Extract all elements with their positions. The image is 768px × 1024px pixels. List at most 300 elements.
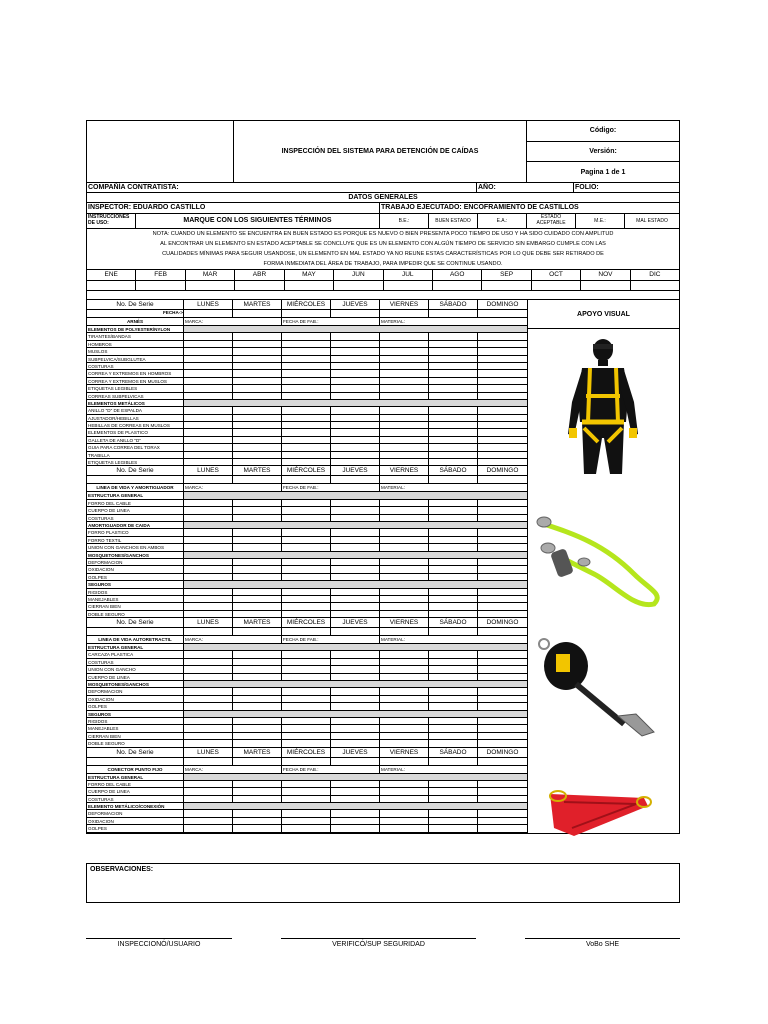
check-cell[interactable] — [282, 385, 331, 391]
check-cell[interactable] — [380, 818, 429, 824]
check-cell[interactable] — [282, 796, 331, 802]
check-cell[interactable] — [184, 818, 233, 824]
check-cell[interactable] — [331, 566, 380, 572]
check-cell[interactable] — [233, 740, 282, 746]
check-cell[interactable] — [478, 422, 527, 428]
check-cell[interactable] — [282, 452, 331, 458]
check-cell[interactable] — [429, 341, 478, 347]
check-cell[interactable] — [429, 544, 478, 550]
check-cell[interactable] — [380, 810, 429, 816]
check-cell[interactable] — [380, 566, 429, 572]
marca-field[interactable]: MARCA: — [184, 318, 282, 325]
check-cell[interactable] — [282, 529, 331, 535]
check-cell[interactable] — [282, 818, 331, 824]
compania-field[interactable]: COMPAÑÍA CONTRATISTA: — [87, 183, 477, 192]
check-cell[interactable] — [429, 444, 478, 450]
check-cell[interactable] — [331, 733, 380, 739]
check-cell[interactable] — [380, 459, 429, 465]
day-cell[interactable] — [380, 758, 429, 765]
check-cell[interactable] — [233, 515, 282, 521]
check-cell[interactable] — [233, 356, 282, 362]
month-cell[interactable] — [235, 281, 284, 290]
check-cell[interactable] — [282, 437, 331, 443]
check-cell[interactable] — [478, 718, 527, 724]
check-cell[interactable] — [380, 429, 429, 435]
check-cell[interactable] — [478, 356, 527, 362]
check-cell[interactable] — [184, 356, 233, 362]
fecha-fab-field[interactable]: FECHA DE FAB.: — [282, 318, 380, 325]
check-cell[interactable] — [429, 740, 478, 746]
check-cell[interactable] — [331, 659, 380, 665]
check-cell[interactable] — [478, 407, 527, 413]
check-cell[interactable] — [282, 429, 331, 435]
check-cell[interactable] — [233, 529, 282, 535]
check-cell[interactable] — [282, 444, 331, 450]
check-cell[interactable] — [380, 370, 429, 376]
check-cell[interactable] — [233, 393, 282, 399]
check-cell[interactable] — [184, 559, 233, 565]
check-cell[interactable] — [282, 544, 331, 550]
check-cell[interactable] — [331, 688, 380, 694]
check-cell[interactable] — [184, 810, 233, 816]
check-cell[interactable] — [429, 733, 478, 739]
check-cell[interactable] — [233, 500, 282, 506]
check-cell[interactable] — [282, 725, 331, 731]
day-cell[interactable] — [331, 758, 380, 765]
check-cell[interactable] — [429, 378, 478, 384]
check-cell[interactable] — [478, 529, 527, 535]
month-cell[interactable] — [186, 281, 235, 290]
check-cell[interactable] — [233, 788, 282, 794]
check-cell[interactable] — [233, 651, 282, 657]
marca-field[interactable]: MARCA: — [184, 484, 282, 491]
fecha-fab-field[interactable]: FECHA DE FAB.: — [282, 636, 380, 643]
check-cell[interactable] — [429, 725, 478, 731]
check-cell[interactable] — [429, 611, 478, 617]
check-cell[interactable] — [380, 507, 429, 513]
check-cell[interactable] — [184, 740, 233, 746]
check-cell[interactable] — [380, 385, 429, 391]
check-cell[interactable] — [380, 415, 429, 421]
check-cell[interactable] — [184, 444, 233, 450]
day-cell[interactable] — [233, 628, 282, 635]
check-cell[interactable] — [380, 407, 429, 413]
check-cell[interactable] — [331, 589, 380, 595]
check-cell[interactable] — [331, 651, 380, 657]
check-cell[interactable] — [233, 796, 282, 802]
check-cell[interactable] — [282, 566, 331, 572]
check-cell[interactable] — [478, 507, 527, 513]
check-cell[interactable] — [331, 781, 380, 787]
check-cell[interactable] — [184, 659, 233, 665]
check-cell[interactable] — [429, 703, 478, 709]
check-cell[interactable] — [233, 348, 282, 354]
check-cell[interactable] — [429, 370, 478, 376]
check-cell[interactable] — [233, 452, 282, 458]
check-cell[interactable] — [282, 407, 331, 413]
check-cell[interactable] — [184, 674, 233, 680]
check-cell[interactable] — [380, 688, 429, 694]
check-cell[interactable] — [429, 666, 478, 672]
day-cell[interactable] — [184, 476, 233, 483]
check-cell[interactable] — [429, 688, 478, 694]
check-cell[interactable] — [331, 500, 380, 506]
check-cell[interactable] — [478, 574, 527, 580]
check-cell[interactable] — [184, 378, 233, 384]
check-cell[interactable] — [282, 718, 331, 724]
check-cell[interactable] — [233, 444, 282, 450]
check-cell[interactable] — [184, 393, 233, 399]
serie-input[interactable] — [87, 758, 184, 765]
day-cell[interactable] — [380, 628, 429, 635]
trabajo-field[interactable]: TRABAJO EJECUTADO: ENCOFRAMIENTO DE CASTILLOS — [381, 204, 579, 211]
check-cell[interactable] — [478, 393, 527, 399]
signature-vobo[interactable]: VoBo SHE — [525, 938, 680, 952]
check-cell[interactable] — [282, 659, 331, 665]
check-cell[interactable] — [233, 370, 282, 376]
check-cell[interactable] — [478, 385, 527, 391]
day-cell[interactable] — [380, 476, 429, 483]
check-cell[interactable] — [331, 574, 380, 580]
check-cell[interactable] — [478, 733, 527, 739]
check-cell[interactable] — [331, 725, 380, 731]
check-cell[interactable] — [184, 415, 233, 421]
fecha-fab-field[interactable]: FECHA DE FAB.: — [282, 766, 380, 773]
check-cell[interactable] — [331, 740, 380, 746]
check-cell[interactable] — [478, 596, 527, 602]
check-cell[interactable] — [429, 574, 478, 580]
check-cell[interactable] — [184, 515, 233, 521]
check-cell[interactable] — [282, 781, 331, 787]
check-cell[interactable] — [233, 659, 282, 665]
check-cell[interactable] — [478, 788, 527, 794]
check-cell[interactable] — [478, 674, 527, 680]
check-cell[interactable] — [184, 781, 233, 787]
check-cell[interactable] — [380, 696, 429, 702]
check-cell[interactable] — [282, 688, 331, 694]
check-cell[interactable] — [282, 703, 331, 709]
check-cell[interactable] — [380, 537, 429, 543]
check-cell[interactable] — [331, 348, 380, 354]
serie-input[interactable] — [87, 476, 184, 483]
check-cell[interactable] — [331, 825, 380, 831]
check-cell[interactable] — [331, 718, 380, 724]
check-cell[interactable] — [478, 781, 527, 787]
check-cell[interactable] — [429, 718, 478, 724]
check-cell[interactable] — [380, 740, 429, 746]
check-cell[interactable] — [233, 718, 282, 724]
anio-field[interactable]: AÑO: — [477, 183, 574, 192]
check-cell[interactable] — [331, 788, 380, 794]
check-cell[interactable] — [478, 370, 527, 376]
check-cell[interactable] — [380, 796, 429, 802]
check-cell[interactable] — [331, 452, 380, 458]
check-cell[interactable] — [233, 674, 282, 680]
month-cell[interactable] — [581, 281, 630, 290]
check-cell[interactable] — [429, 429, 478, 435]
check-cell[interactable] — [233, 725, 282, 731]
check-cell[interactable] — [282, 788, 331, 794]
check-cell[interactable] — [429, 415, 478, 421]
check-cell[interactable] — [429, 407, 478, 413]
check-cell[interactable] — [282, 500, 331, 506]
check-cell[interactable] — [429, 348, 478, 354]
check-cell[interactable] — [429, 507, 478, 513]
folio-field[interactable]: FOLIO: — [575, 184, 599, 191]
check-cell[interactable] — [478, 659, 527, 665]
check-cell[interactable] — [331, 422, 380, 428]
check-cell[interactable] — [184, 333, 233, 339]
check-cell[interactable] — [184, 788, 233, 794]
month-cell[interactable] — [384, 281, 433, 290]
check-cell[interactable] — [331, 818, 380, 824]
check-cell[interactable] — [331, 437, 380, 443]
check-cell[interactable] — [478, 437, 527, 443]
check-cell[interactable] — [233, 666, 282, 672]
check-cell[interactable] — [380, 733, 429, 739]
day-cell[interactable] — [429, 310, 478, 317]
check-cell[interactable] — [478, 444, 527, 450]
check-cell[interactable] — [380, 500, 429, 506]
check-cell[interactable] — [233, 733, 282, 739]
check-cell[interactable] — [331, 459, 380, 465]
check-cell[interactable] — [184, 733, 233, 739]
check-cell[interactable] — [331, 356, 380, 362]
check-cell[interactable] — [282, 363, 331, 369]
check-cell[interactable] — [380, 674, 429, 680]
check-cell[interactable] — [380, 529, 429, 535]
check-cell[interactable] — [233, 333, 282, 339]
check-cell[interactable] — [331, 407, 380, 413]
check-cell[interactable] — [429, 818, 478, 824]
check-cell[interactable] — [282, 596, 331, 602]
day-cell[interactable] — [429, 758, 478, 765]
check-cell[interactable] — [184, 507, 233, 513]
check-cell[interactable] — [380, 666, 429, 672]
check-cell[interactable] — [331, 611, 380, 617]
check-cell[interactable] — [380, 788, 429, 794]
check-cell[interactable] — [478, 688, 527, 694]
check-cell[interactable] — [478, 500, 527, 506]
marca-field[interactable]: MARCA: — [184, 766, 282, 773]
day-cell[interactable] — [282, 476, 331, 483]
check-cell[interactable] — [331, 415, 380, 421]
check-cell[interactable] — [233, 544, 282, 550]
check-cell[interactable] — [282, 589, 331, 595]
check-cell[interactable] — [429, 363, 478, 369]
check-cell[interactable] — [184, 796, 233, 802]
day-cell[interactable] — [233, 476, 282, 483]
day-cell[interactable] — [331, 628, 380, 635]
check-cell[interactable] — [184, 422, 233, 428]
check-cell[interactable] — [233, 818, 282, 824]
check-cell[interactable] — [282, 666, 331, 672]
material-field[interactable]: MATERIAL: — [381, 766, 405, 772]
check-cell[interactable] — [478, 725, 527, 731]
check-cell[interactable] — [331, 363, 380, 369]
check-cell[interactable] — [429, 659, 478, 665]
check-cell[interactable] — [282, 348, 331, 354]
check-cell[interactable] — [380, 333, 429, 339]
check-cell[interactable] — [282, 459, 331, 465]
check-cell[interactable] — [380, 781, 429, 787]
check-cell[interactable] — [233, 688, 282, 694]
check-cell[interactable] — [331, 444, 380, 450]
check-cell[interactable] — [282, 537, 331, 543]
check-cell[interactable] — [233, 385, 282, 391]
check-cell[interactable] — [282, 651, 331, 657]
check-cell[interactable] — [282, 740, 331, 746]
check-cell[interactable] — [478, 363, 527, 369]
check-cell[interactable] — [429, 537, 478, 543]
check-cell[interactable] — [331, 385, 380, 391]
check-cell[interactable] — [429, 422, 478, 428]
check-cell[interactable] — [380, 559, 429, 565]
check-cell[interactable] — [184, 529, 233, 535]
check-cell[interactable] — [282, 559, 331, 565]
check-cell[interactable] — [380, 341, 429, 347]
material-field[interactable]: MATERIAL: — [381, 319, 405, 324]
check-cell[interactable] — [331, 796, 380, 802]
check-cell[interactable] — [331, 370, 380, 376]
check-cell[interactable] — [331, 515, 380, 521]
check-cell[interactable] — [380, 825, 429, 831]
check-cell[interactable] — [282, 574, 331, 580]
check-cell[interactable] — [233, 559, 282, 565]
fecha-fab-field[interactable]: FECHA DE FAB.: — [282, 484, 380, 491]
serie-input[interactable] — [87, 628, 184, 635]
check-cell[interactable] — [478, 333, 527, 339]
day-cell[interactable] — [478, 310, 527, 317]
check-cell[interactable] — [380, 363, 429, 369]
check-cell[interactable] — [380, 422, 429, 428]
check-cell[interactable] — [282, 507, 331, 513]
marca-field[interactable]: MARCA: — [184, 636, 282, 643]
check-cell[interactable] — [233, 696, 282, 702]
check-cell[interactable] — [478, 415, 527, 421]
check-cell[interactable] — [184, 437, 233, 443]
check-cell[interactable] — [184, 696, 233, 702]
check-cell[interactable] — [478, 452, 527, 458]
month-cell[interactable] — [285, 281, 334, 290]
check-cell[interactable] — [184, 688, 233, 694]
check-cell[interactable] — [331, 696, 380, 702]
check-cell[interactable] — [331, 596, 380, 602]
check-cell[interactable] — [380, 452, 429, 458]
check-cell[interactable] — [478, 348, 527, 354]
check-cell[interactable] — [233, 507, 282, 513]
check-cell[interactable] — [429, 796, 478, 802]
day-cell[interactable] — [184, 628, 233, 635]
check-cell[interactable] — [184, 574, 233, 580]
check-cell[interactable] — [282, 674, 331, 680]
check-cell[interactable] — [233, 703, 282, 709]
check-cell[interactable] — [429, 437, 478, 443]
check-cell[interactable] — [184, 589, 233, 595]
check-cell[interactable] — [331, 810, 380, 816]
check-cell[interactable] — [331, 674, 380, 680]
material-field[interactable]: MATERIAL: — [381, 637, 405, 643]
check-cell[interactable] — [380, 515, 429, 521]
serie-input[interactable]: FECHA-> — [87, 310, 184, 317]
check-cell[interactable] — [478, 740, 527, 746]
check-cell[interactable] — [380, 596, 429, 602]
check-cell[interactable] — [282, 733, 331, 739]
month-cell[interactable] — [87, 281, 136, 290]
check-cell[interactable] — [429, 385, 478, 391]
month-cell[interactable] — [482, 281, 531, 290]
check-cell[interactable] — [233, 437, 282, 443]
check-cell[interactable] — [429, 500, 478, 506]
check-cell[interactable] — [184, 603, 233, 609]
check-cell[interactable] — [380, 651, 429, 657]
check-cell[interactable] — [429, 603, 478, 609]
check-cell[interactable] — [429, 515, 478, 521]
check-cell[interactable] — [380, 589, 429, 595]
check-cell[interactable] — [233, 596, 282, 602]
check-cell[interactable] — [233, 589, 282, 595]
check-cell[interactable] — [478, 566, 527, 572]
inspector-field[interactable]: INSPECTOR: EDUARDO CASTILLO — [87, 203, 380, 213]
check-cell[interactable] — [478, 515, 527, 521]
check-cell[interactable] — [429, 674, 478, 680]
check-cell[interactable] — [380, 725, 429, 731]
signature-inspecciono[interactable]: INSPECCIONÓ/USUARIO — [86, 938, 232, 952]
day-cell[interactable] — [331, 310, 380, 317]
check-cell[interactable] — [233, 825, 282, 831]
check-cell[interactable] — [331, 603, 380, 609]
check-cell[interactable] — [233, 378, 282, 384]
month-cell[interactable] — [433, 281, 482, 290]
check-cell[interactable] — [233, 422, 282, 428]
check-cell[interactable] — [184, 651, 233, 657]
check-cell[interactable] — [282, 415, 331, 421]
day-cell[interactable] — [429, 476, 478, 483]
check-cell[interactable] — [331, 333, 380, 339]
check-cell[interactable] — [429, 393, 478, 399]
check-cell[interactable] — [429, 333, 478, 339]
check-cell[interactable] — [478, 825, 527, 831]
signature-verifico[interactable]: VERIFICÓ/SUP SEGURIDAD — [281, 938, 476, 952]
check-cell[interactable] — [233, 603, 282, 609]
check-cell[interactable] — [184, 596, 233, 602]
check-cell[interactable] — [380, 544, 429, 550]
check-cell[interactable] — [380, 611, 429, 617]
check-cell[interactable] — [429, 651, 478, 657]
check-cell[interactable] — [380, 659, 429, 665]
check-cell[interactable] — [478, 796, 527, 802]
check-cell[interactable] — [184, 825, 233, 831]
check-cell[interactable] — [184, 500, 233, 506]
check-cell[interactable] — [478, 429, 527, 435]
check-cell[interactable] — [184, 703, 233, 709]
check-cell[interactable] — [282, 393, 331, 399]
check-cell[interactable] — [331, 341, 380, 347]
check-cell[interactable] — [478, 696, 527, 702]
check-cell[interactable] — [478, 341, 527, 347]
check-cell[interactable] — [478, 666, 527, 672]
check-cell[interactable] — [282, 515, 331, 521]
check-cell[interactable] — [184, 611, 233, 617]
check-cell[interactable] — [233, 537, 282, 543]
check-cell[interactable] — [478, 378, 527, 384]
check-cell[interactable] — [282, 341, 331, 347]
check-cell[interactable] — [233, 611, 282, 617]
check-cell[interactable] — [380, 444, 429, 450]
check-cell[interactable] — [478, 544, 527, 550]
check-cell[interactable] — [380, 348, 429, 354]
check-cell[interactable] — [478, 703, 527, 709]
